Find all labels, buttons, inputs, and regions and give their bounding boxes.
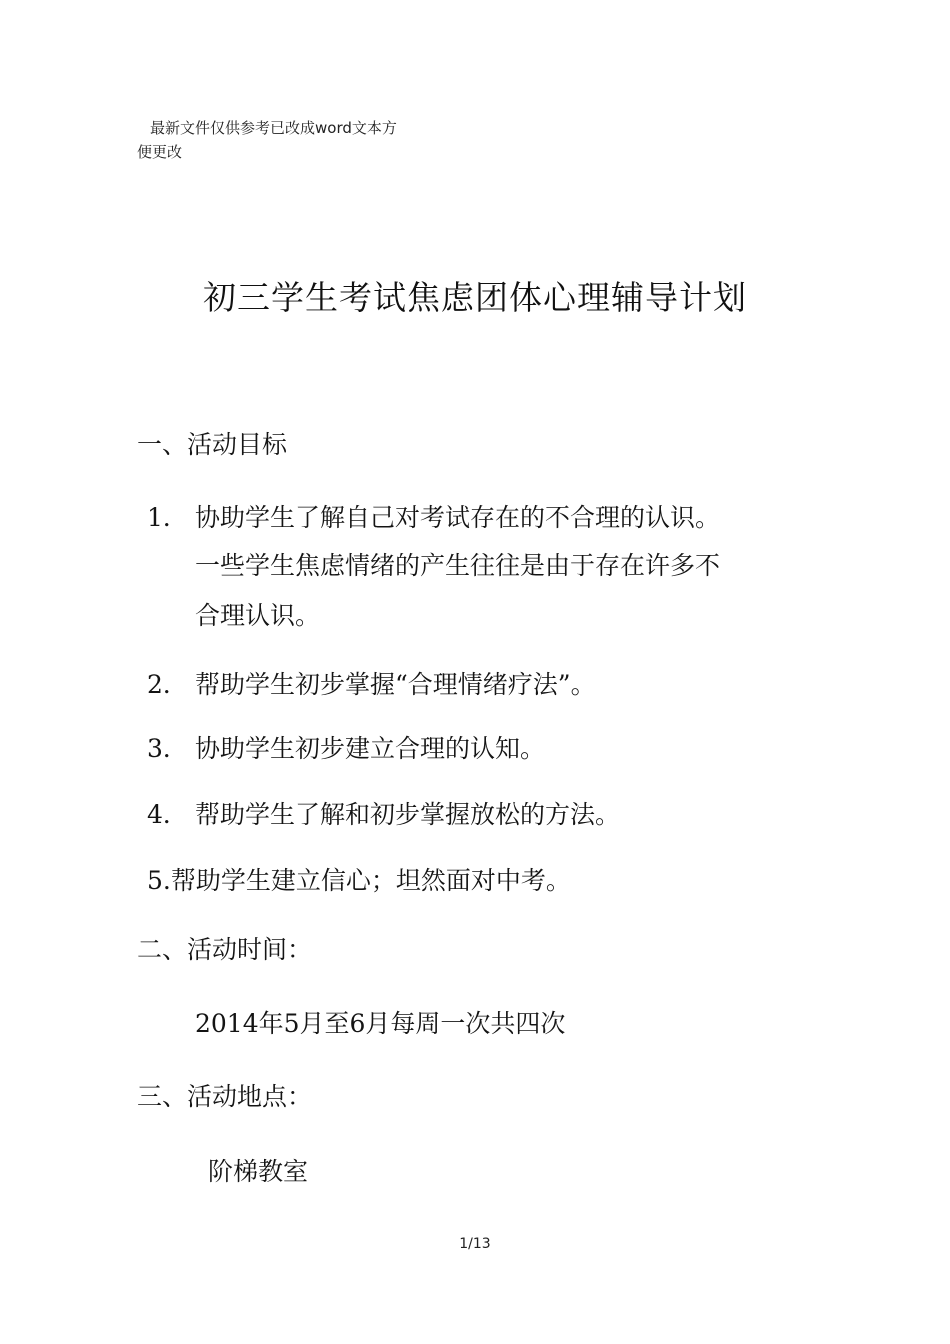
- goal-item-4-number: 4．: [147, 800, 188, 829]
- goal-item-2-text: 帮助学生初步掌握“合理情绪疗法”。: [195, 670, 596, 699]
- section-heading-place: 三、活动地点：: [137, 1082, 313, 1111]
- goal-item-5: 5.帮助学生建立信心；坦然面对中考。: [147, 866, 571, 895]
- goal-item-4: [147, 795, 620, 831]
- goal-item-2: [147, 665, 596, 701]
- goal-item-3-number: 3．: [147, 734, 188, 763]
- activity-place-value: 阶梯教室: [208, 1157, 309, 1186]
- goal-item-3-text: 协助学生初步建立合理的认知。: [195, 734, 546, 763]
- section-heading-goals: 一、活动目标: [137, 430, 288, 459]
- goal-item-1-continuation: 合理认识。: [195, 601, 321, 630]
- goal-item-2-number: 2．: [147, 670, 188, 699]
- goal-item-3: [147, 729, 545, 765]
- section-heading-time: 二、活动时间：: [137, 935, 313, 964]
- goal-item-1: [147, 498, 720, 534]
- goal-item-4-text: 帮助学生了解和初步掌握放松的方法。: [195, 800, 621, 829]
- goal-item-1-continuation: 一些学生焦虑情绪的产生往往是由于存在许多不: [195, 551, 721, 580]
- goal-item-1-text: 协助学生了解自己对考试存在的不合理的认识。: [195, 503, 721, 532]
- header-note-line-2: 便更改: [137, 143, 183, 161]
- header-note-line-1: 最新文件仅供参考已改成word文本方: [150, 119, 397, 137]
- header-note: [137, 116, 467, 164]
- activity-time-value: 2014年5月至6月每周一次共四次: [195, 1009, 566, 1038]
- document-title: 初三学生考试焦虑团体心理辅导计划: [203, 278, 747, 317]
- goal-item-1-number: 1．: [147, 503, 188, 532]
- page-number: 1/13: [459, 1236, 491, 1252]
